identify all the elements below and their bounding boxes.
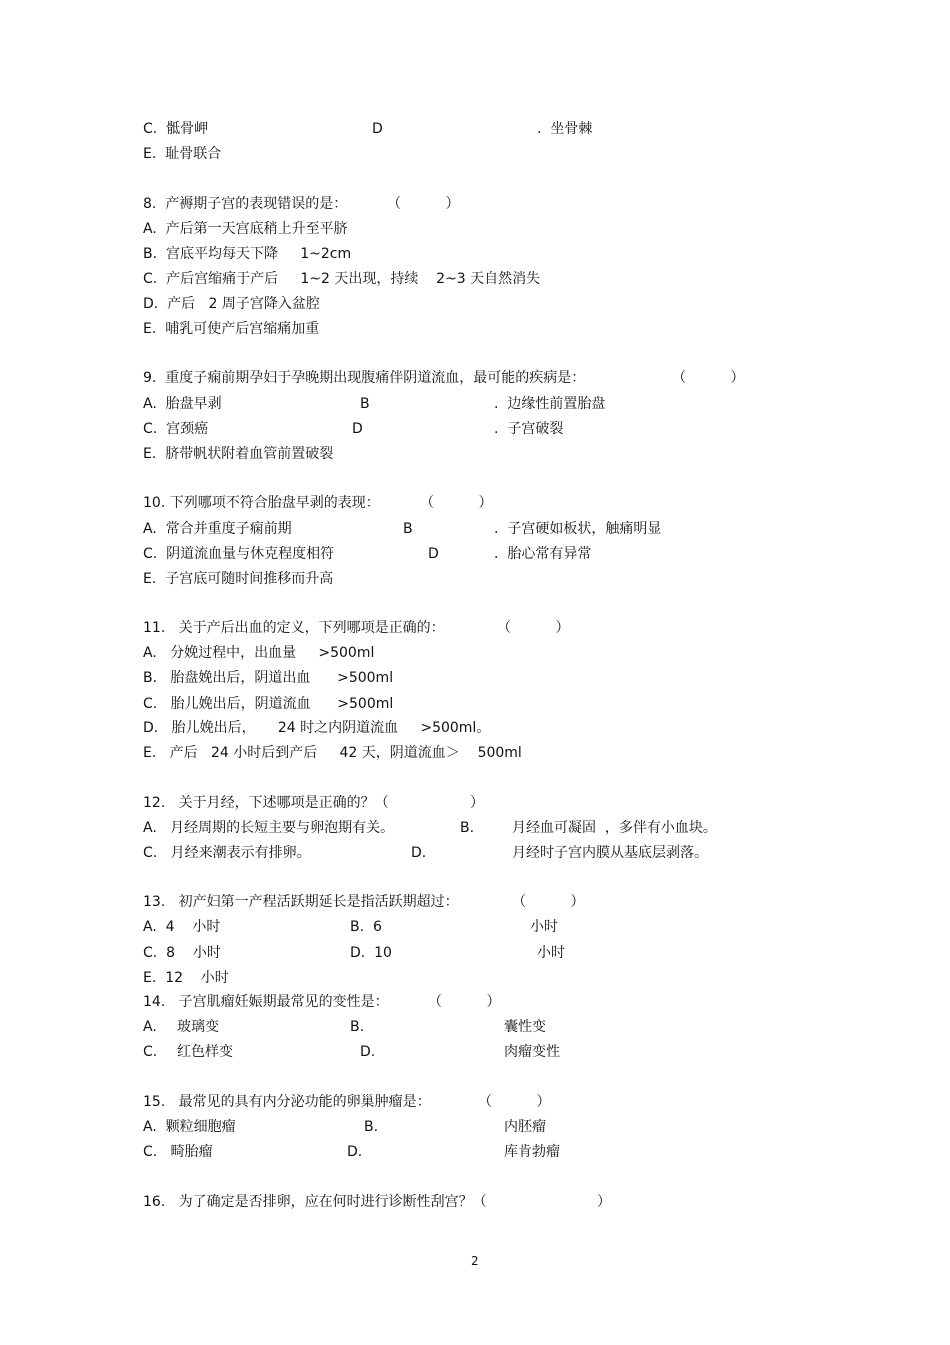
text-line: C. 宫颈癌 [143,421,209,437]
text-line: D [428,546,439,562]
text-line: （ ） [420,495,493,511]
text-line: （ ） [428,994,501,1010]
text-line: C. 产后宫缩痛于产后 1~2 天出现，持续 2~3 天自然消失 [143,271,541,287]
text-line: 囊性变 [504,1019,546,1035]
text-line: B [360,396,370,412]
text-line: 小时 [530,919,558,935]
text-line: 12. 关于月经，下述哪项是正确的？（ [143,795,389,811]
text-line: B [403,521,413,537]
text-line: . 胎心常有异常 [494,546,592,562]
text-line: （ ） [478,1094,551,1110]
page-number: 2 [471,1254,479,1268]
text-line: 红色样变 [177,1044,233,1060]
text-line: C. 8 小时 [143,945,221,961]
text-line: （ ） [512,894,585,910]
text-line: C. 胎儿娩出后，阴道流血 >500ml [143,696,394,712]
text-line: C. 畸胎瘤 [143,1144,213,1160]
text-line: ） [597,1194,611,1210]
text-line: E. 12 小时 [143,970,229,986]
text-line: 16. 为了确定是否排卵，应在何时进行诊断性刮宫？（ [143,1194,487,1210]
text-line: C. 骶骨岬 [143,121,209,137]
text-line: ） [470,795,484,811]
text-line: 内胚瘤 [504,1119,546,1135]
text-line: （ ） [497,620,570,636]
text-line: D. [347,1144,363,1160]
text-line: D. 胎儿娩出后， 24 时之内阴道流血 >500ml。 [143,720,491,736]
text-line: B. 6 [350,919,382,935]
text-line: B. [350,1019,365,1035]
text-line: E. 脐带帆状附着血管前置破裂 [143,446,334,462]
text-line: 9. 重度子痫前期孕妇于孕晚期出现腹痛伴阴道流血，最可能的疾病是： [143,370,586,386]
text-line: D [352,421,363,437]
text-line: . 子宫硬如板状，触痛明显 [494,521,662,537]
text-line: C. [143,1044,158,1060]
text-line: D. 产后 2 周子宫降入盆腔 [143,296,320,312]
text-line: 月经血可凝固 ，多伴有小血块。 [512,820,717,836]
text-line: （ ） [672,370,745,386]
text-line: A. 常合并重度子痫前期 [143,521,292,537]
text-line: B. [460,820,475,836]
text-line: E. 耻骨联合 [143,146,222,162]
text-line: A. 产后第一天宫底稍上升至平脐 [143,221,348,237]
text-line: 11. 关于产后出血的定义，下列哪项是正确的： [143,620,445,636]
text-line: 月经时子宫内膜从基底层剥落。 [512,845,708,861]
text-line: D. [411,845,427,861]
text-line: 10. 下列哪项不符合胎盘早剥的表现： [143,495,380,511]
text-line: A. 分娩过程中，出血量 >500ml [143,645,375,661]
text-line: . 子宫破裂 [494,421,564,437]
text-line: 玻璃变 [177,1019,219,1035]
text-line: 小时 [537,945,565,961]
text-line: B. [364,1119,379,1135]
text-line: 8. 产褥期子宫的表现错误的是： [143,196,348,212]
text-line: . 边缘性前置胎盘 [494,396,606,412]
text-line: . 坐骨棘 [537,121,593,137]
text-line: 14. 子宫肌瘤妊娠期最常见的变性是： [143,994,389,1010]
text-line: B. 胎盘娩出后，阴道出血 >500ml [143,670,394,686]
text-line: 肉瘤变性 [504,1044,560,1060]
text-line: D. [360,1044,376,1060]
text-line: （ ） [387,196,460,212]
text-line: D [372,121,383,137]
text-line: C. 阴道流血量与休克程度相符 [143,546,335,562]
text-line: 15. 最常见的具有内分泌功能的卵巢肿瘤是： [143,1094,431,1110]
text-line: E. 产后 24 小时后到产后 42 天，阴道流血＞ 500ml [143,745,522,761]
text-line: A. [143,1019,157,1035]
text-line: A. 4 小时 [143,919,221,935]
text-line: 13. 初产妇第一产程活跃期延长是指活跃期超过： [143,894,459,910]
text-line: B. 宫底平均每天下降 1~2cm [143,246,352,262]
text-line: E. 子宫底可随时间推移而升高 [143,571,334,587]
text-line: A. 胎盘早剥 [143,396,222,412]
text-line: A. 月经周期的长短主要与卵泡期有关。 [143,820,395,836]
text-line: E. 哺乳可使产后宫缩痛加重 [143,321,320,337]
text-line: A. 颗粒细胞瘤 [143,1119,236,1135]
text-line: C. 月经来潮表示有排卵。 [143,845,311,861]
text-line: D. 10 [350,945,392,961]
text-line: 库肯勃瘤 [504,1144,560,1160]
